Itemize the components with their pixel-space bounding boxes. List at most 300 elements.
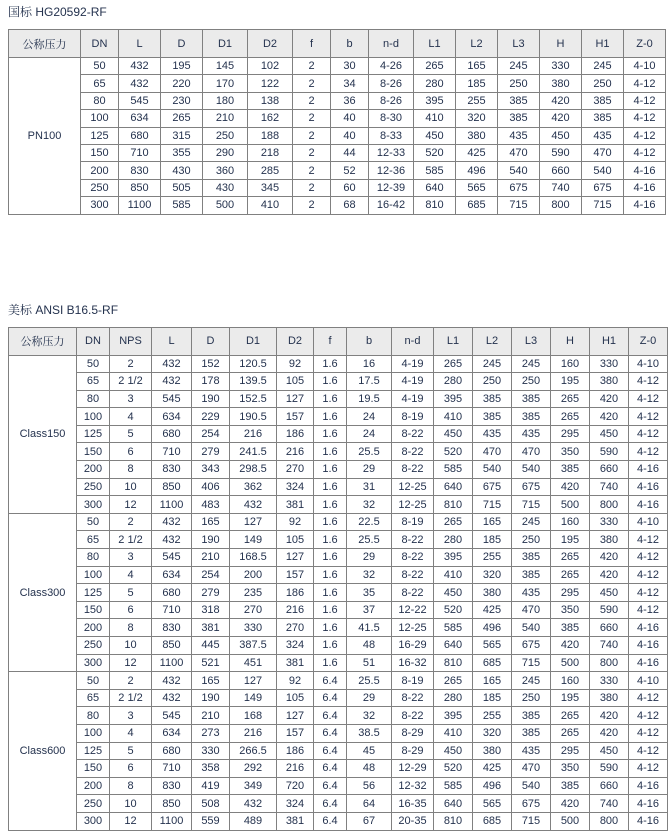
- table-cell: 255: [473, 549, 512, 567]
- table-cell: 52: [331, 162, 369, 179]
- table-cell: 200: [81, 162, 119, 179]
- table-cell: 25.5: [347, 672, 392, 690]
- table-cell: 660: [590, 777, 629, 795]
- table-cell: 150: [77, 760, 110, 778]
- table-cell: 65: [77, 689, 110, 707]
- table-cell: 385: [512, 707, 551, 725]
- table-cell: 160: [551, 513, 590, 531]
- table-cell: 12-25: [392, 478, 434, 496]
- table-cell: 800: [590, 654, 629, 672]
- table-cell: 157: [277, 408, 314, 426]
- table-cell: 229: [192, 408, 230, 426]
- table-cell: 496: [473, 777, 512, 795]
- table-cell: 850: [152, 637, 192, 655]
- table-cell: 4-19: [392, 373, 434, 391]
- table-cell: 250: [203, 127, 248, 144]
- table-cell: 1.6: [314, 637, 347, 655]
- table-cell: 680: [152, 425, 192, 443]
- column-header: D2: [277, 327, 314, 355]
- table-cell: 245: [473, 355, 512, 373]
- column-header: NPS: [110, 327, 152, 355]
- table-cell: 165: [192, 513, 230, 531]
- column-header: DN: [77, 327, 110, 355]
- table-cell: 470: [512, 443, 551, 461]
- table-cell: 740: [540, 179, 582, 196]
- table-cell: 125: [81, 127, 119, 144]
- table-cell: 395: [434, 390, 473, 408]
- table-cell: 675: [512, 478, 551, 496]
- table-cell: 520: [434, 443, 473, 461]
- table-cell: 210: [192, 707, 230, 725]
- column-header: D: [161, 30, 203, 58]
- table-cell: 245: [512, 513, 551, 531]
- table-cell: 740: [590, 795, 629, 813]
- table-cell: 50: [77, 672, 110, 690]
- column-header: L3: [498, 30, 540, 58]
- column-header: L: [152, 327, 192, 355]
- table-cell: 127: [230, 672, 277, 690]
- table-cell: 4-16: [629, 478, 668, 496]
- table-cell: 41.5: [347, 619, 392, 637]
- table-row: [9, 549, 668, 567]
- table-cell: 640: [434, 795, 473, 813]
- table-cell: 10: [110, 795, 152, 813]
- header-row: [9, 327, 668, 355]
- table-cell: 432: [152, 373, 192, 391]
- table-cell: 265: [434, 672, 473, 690]
- table-cell: 675: [473, 478, 512, 496]
- table-cell: 385: [582, 92, 624, 109]
- table-cell: 345: [248, 179, 293, 196]
- table-cell: 165: [473, 513, 512, 531]
- column-header: 公称压力: [9, 30, 81, 58]
- table-cell: 105: [277, 531, 314, 549]
- table-cell: 48: [347, 760, 392, 778]
- table-cell: 190: [192, 390, 230, 408]
- gb-standard-section: [8, 4, 668, 215]
- table-cell: 250: [512, 373, 551, 391]
- table-cell: 1100: [152, 496, 192, 514]
- table-cell: 810: [434, 496, 473, 514]
- table-cell: 450: [590, 584, 629, 602]
- table-row: [9, 58, 666, 75]
- table-cell: 435: [473, 425, 512, 443]
- table-cell: 420: [590, 549, 629, 567]
- table-cell: 6.4: [314, 672, 347, 690]
- table-cell: 250: [77, 795, 110, 813]
- table-cell: 350: [551, 601, 590, 619]
- table-cell: 830: [119, 162, 161, 179]
- table-cell: 270: [230, 601, 277, 619]
- table-cell: 50: [77, 513, 110, 531]
- table-cell: 685: [473, 812, 512, 830]
- table-cell: 451: [230, 654, 277, 672]
- table-cell: 12-36: [369, 162, 414, 179]
- table-cell: 432: [230, 496, 277, 514]
- table-cell: 8-33: [369, 127, 414, 144]
- table-row: [9, 425, 668, 443]
- table-cell: 1.6: [314, 566, 347, 584]
- table-cell: 65: [77, 373, 110, 391]
- table-cell: 1.6: [314, 513, 347, 531]
- table-cell: 381: [277, 812, 314, 830]
- table-cell: 3: [110, 707, 152, 725]
- table-cell: 12: [110, 654, 152, 672]
- table-cell: 380: [473, 742, 512, 760]
- table-cell: 1.6: [314, 390, 347, 408]
- table-cell: 385: [582, 110, 624, 127]
- table-cell: 8: [110, 777, 152, 795]
- table-cell: 380: [590, 373, 629, 391]
- column-header: Z-0: [624, 30, 666, 58]
- column-header: L3: [512, 327, 551, 355]
- table-cell: 100: [77, 566, 110, 584]
- table-cell: 8: [110, 461, 152, 479]
- table-cell: 6.4: [314, 777, 347, 795]
- table-cell: 4-12: [629, 742, 668, 760]
- table-cell: 8-26: [369, 92, 414, 109]
- table-cell: 2: [293, 127, 331, 144]
- table-cell: 1.6: [314, 373, 347, 391]
- table-cell: 280: [414, 75, 456, 92]
- column-header: D1: [203, 30, 248, 58]
- table-cell: 250: [498, 75, 540, 92]
- table-cell: 1.6: [314, 443, 347, 461]
- table-cell: 1.6: [314, 619, 347, 637]
- table-cell: 92: [277, 513, 314, 531]
- table-cell: 4: [110, 408, 152, 426]
- table-cell: 34: [331, 75, 369, 92]
- table-cell: 432: [152, 672, 192, 690]
- table-cell: 6.4: [314, 724, 347, 742]
- table-cell: 385: [512, 566, 551, 584]
- table-cell: 37: [347, 601, 392, 619]
- table-cell: 45: [347, 742, 392, 760]
- table-cell: 160: [551, 672, 590, 690]
- table-cell: 8-29: [392, 742, 434, 760]
- table-cell: 265: [551, 724, 590, 742]
- table-cell: 432: [152, 689, 192, 707]
- table-cell: 420: [590, 390, 629, 408]
- table-cell: 280: [434, 531, 473, 549]
- table-cell: 200: [230, 566, 277, 584]
- table-cell: 4-12: [624, 75, 666, 92]
- table-cell: 850: [152, 795, 192, 813]
- table-cell: 505: [161, 179, 203, 196]
- table-cell: 65: [81, 75, 119, 92]
- table-cell: 6.4: [314, 742, 347, 760]
- table-row: [9, 724, 668, 742]
- table-cell: 4-12: [629, 549, 668, 567]
- table-cell: 266.5: [230, 742, 277, 760]
- header-row: [9, 30, 666, 58]
- table-cell: 36: [331, 92, 369, 109]
- table-cell: 715: [498, 197, 540, 214]
- table-cell: 105: [277, 689, 314, 707]
- table-cell: 4-16: [629, 777, 668, 795]
- table-cell: 1100: [152, 812, 192, 830]
- table-cell: 44: [331, 144, 369, 161]
- table-cell: 245: [512, 355, 551, 373]
- table-cell: 4-12: [629, 566, 668, 584]
- table-cell: 2: [293, 162, 331, 179]
- table-cell: 381: [277, 496, 314, 514]
- table-cell: 200: [77, 619, 110, 637]
- table-cell: 385: [473, 408, 512, 426]
- table-row: [9, 390, 668, 408]
- table-cell: 320: [473, 724, 512, 742]
- table-cell: 92: [277, 672, 314, 690]
- table-cell: 149: [230, 689, 277, 707]
- table-cell: 265: [551, 566, 590, 584]
- table-row: [9, 443, 668, 461]
- table-cell: 120.5: [230, 355, 277, 373]
- table-cell: 186: [277, 425, 314, 443]
- table-cell: 216: [277, 443, 314, 461]
- table-cell: 255: [473, 707, 512, 725]
- table-row: [9, 144, 666, 161]
- column-header: f: [293, 30, 331, 58]
- table-cell: 150: [81, 144, 119, 161]
- table-cell: 520: [434, 760, 473, 778]
- table-cell: 2: [293, 92, 331, 109]
- table-cell: 420: [590, 707, 629, 725]
- table-cell: 16-35: [392, 795, 434, 813]
- table-cell: 165: [473, 672, 512, 690]
- table-cell: 385: [498, 110, 540, 127]
- table-cell: 292: [230, 760, 277, 778]
- table-cell: 1.6: [314, 355, 347, 373]
- table-cell: 660: [590, 619, 629, 637]
- table-cell: 100: [81, 110, 119, 127]
- table-cell: 435: [582, 127, 624, 144]
- table-cell: 188: [248, 127, 293, 144]
- table-cell: 16-29: [392, 637, 434, 655]
- table-cell: 2: [293, 110, 331, 127]
- table-cell: 330: [590, 355, 629, 373]
- table-cell: 150: [77, 601, 110, 619]
- table-cell: 265: [551, 549, 590, 567]
- table-cell: 358: [192, 760, 230, 778]
- table-cell: 178: [192, 373, 230, 391]
- table-cell: 634: [152, 724, 192, 742]
- table-cell: 320: [456, 110, 498, 127]
- table-cell: 450: [590, 742, 629, 760]
- table-row: [9, 742, 668, 760]
- table-cell: 165: [456, 58, 498, 75]
- table-cell: 850: [119, 179, 161, 196]
- table-cell: 4-12: [629, 443, 668, 461]
- table-cell: 279: [192, 443, 230, 461]
- table-cell: 270: [277, 461, 314, 479]
- table-cell: 385: [551, 461, 590, 479]
- table-cell: 265: [551, 707, 590, 725]
- table-cell: 8-19: [392, 513, 434, 531]
- table-cell: 381: [277, 654, 314, 672]
- table-cell: 565: [473, 795, 512, 813]
- table-cell: 25.5: [347, 443, 392, 461]
- table-cell: 590: [540, 144, 582, 161]
- table-cell: 4-19: [392, 390, 434, 408]
- table-cell: 180: [203, 92, 248, 109]
- column-header: n-d: [392, 327, 434, 355]
- table-cell: 385: [512, 390, 551, 408]
- table-cell: 675: [512, 637, 551, 655]
- table-cell: 4-16: [629, 619, 668, 637]
- table-cell: 8-22: [392, 443, 434, 461]
- table-cell: 324: [277, 637, 314, 655]
- table-cell: 470: [512, 760, 551, 778]
- table-cell: 10: [110, 478, 152, 496]
- table-cell: 2: [293, 58, 331, 75]
- table-cell: 559: [192, 812, 230, 830]
- table-cell: 830: [152, 777, 192, 795]
- table-cell: 8-30: [369, 110, 414, 127]
- table-cell: 100: [77, 724, 110, 742]
- table-row: [9, 373, 668, 391]
- table-row: [9, 531, 668, 549]
- table-cell: 48: [347, 637, 392, 655]
- table-cell: 4-12: [629, 373, 668, 391]
- table-cell: 483: [192, 496, 230, 514]
- table-cell: 2: [110, 355, 152, 373]
- table-cell: 800: [590, 812, 629, 830]
- table-cell: 640: [434, 478, 473, 496]
- table-cell: 590: [590, 443, 629, 461]
- table-cell: 1.6: [314, 425, 347, 443]
- table-cell: 680: [152, 742, 192, 760]
- table-cell: 715: [473, 496, 512, 514]
- table-cell: 216: [277, 760, 314, 778]
- table-row: [9, 672, 668, 690]
- table-cell: 40: [331, 110, 369, 127]
- ansi-table-title: 美标 ANSI B16.5-RF: [8, 302, 119, 317]
- table-cell: 489: [230, 812, 277, 830]
- table-cell: 410: [434, 408, 473, 426]
- table-cell: 675: [582, 179, 624, 196]
- table-cell: 40: [331, 127, 369, 144]
- table-cell: 420: [540, 92, 582, 109]
- pressure-class-cell: PN100: [9, 58, 81, 215]
- table-cell: 12-25: [392, 619, 434, 637]
- table-cell: 435: [512, 584, 551, 602]
- table-cell: 380: [473, 584, 512, 602]
- column-header: H: [540, 30, 582, 58]
- table-cell: 585: [161, 197, 203, 214]
- table-cell: 470: [498, 144, 540, 161]
- table-cell: 127: [277, 549, 314, 567]
- column-header: L2: [473, 327, 512, 355]
- table-cell: 385: [512, 724, 551, 742]
- column-header: n-d: [369, 30, 414, 58]
- table-cell: 470: [582, 144, 624, 161]
- table-cell: 12-29: [392, 760, 434, 778]
- table-cell: 2: [293, 75, 331, 92]
- table-cell: 540: [512, 619, 551, 637]
- table-cell: 6.4: [314, 812, 347, 830]
- table-cell: 640: [414, 179, 456, 196]
- table-cell: 385: [512, 549, 551, 567]
- table-row: [9, 689, 668, 707]
- table-cell: 273: [192, 724, 230, 742]
- table-cell: 410: [248, 197, 293, 214]
- table-cell: 432: [152, 355, 192, 373]
- table-cell: 521: [192, 654, 230, 672]
- table-row: [9, 75, 666, 92]
- table-cell: 12-33: [369, 144, 414, 161]
- table-cell: 500: [551, 496, 590, 514]
- table-cell: 385: [551, 777, 590, 795]
- table-cell: 168.5: [230, 549, 277, 567]
- table-cell: 8: [110, 619, 152, 637]
- table-row: [9, 461, 668, 479]
- table-cell: 254: [192, 566, 230, 584]
- table-cell: 5: [110, 584, 152, 602]
- table-cell: 12-25: [392, 496, 434, 514]
- table-cell: 385: [473, 390, 512, 408]
- table-cell: 420: [590, 408, 629, 426]
- table-cell: 290: [203, 144, 248, 161]
- table-cell: 16: [347, 355, 392, 373]
- table-cell: 1.6: [314, 584, 347, 602]
- table-cell: 168: [230, 707, 277, 725]
- table-cell: 540: [498, 162, 540, 179]
- column-header: H1: [590, 327, 629, 355]
- table-cell: 80: [77, 549, 110, 567]
- table-cell: 540: [512, 461, 551, 479]
- table-cell: 395: [434, 549, 473, 567]
- table-cell: 255: [456, 92, 498, 109]
- table-cell: 105: [277, 373, 314, 391]
- column-header: H: [551, 327, 590, 355]
- table-cell: 17.5: [347, 373, 392, 391]
- table-cell: 8-22: [392, 461, 434, 479]
- table-cell: 324: [277, 795, 314, 813]
- table-row: [9, 566, 668, 584]
- table-cell: 145: [203, 58, 248, 75]
- table-cell: 210: [203, 110, 248, 127]
- table-cell: 250: [512, 531, 551, 549]
- table-cell: 122: [248, 75, 293, 92]
- table-cell: 4-12: [629, 408, 668, 426]
- table-cell: 2: [293, 179, 331, 196]
- table-cell: 385: [512, 408, 551, 426]
- table-cell: 185: [473, 689, 512, 707]
- table-cell: 235: [230, 584, 277, 602]
- table-cell: 381: [192, 619, 230, 637]
- table-cell: 420: [540, 110, 582, 127]
- table-cell: 4-12: [629, 531, 668, 549]
- table-cell: 4-26: [369, 58, 414, 75]
- table-cell: 387.5: [230, 637, 277, 655]
- table-header: [9, 327, 668, 355]
- table-cell: 715: [582, 197, 624, 214]
- table-cell: 125: [77, 425, 110, 443]
- table-cell: 12-39: [369, 179, 414, 196]
- table-cell: 162: [248, 110, 293, 127]
- table-cell: 450: [414, 127, 456, 144]
- table-cell: 12: [110, 496, 152, 514]
- table-cell: 435: [512, 425, 551, 443]
- table-row: [9, 654, 668, 672]
- table-cell: 634: [152, 408, 192, 426]
- table-row: [9, 110, 666, 127]
- table-cell: 50: [77, 355, 110, 373]
- table-cell: 4-10: [629, 672, 668, 690]
- table-cell: 420: [551, 637, 590, 655]
- table-cell: 318: [192, 601, 230, 619]
- table-cell: 362: [230, 478, 277, 496]
